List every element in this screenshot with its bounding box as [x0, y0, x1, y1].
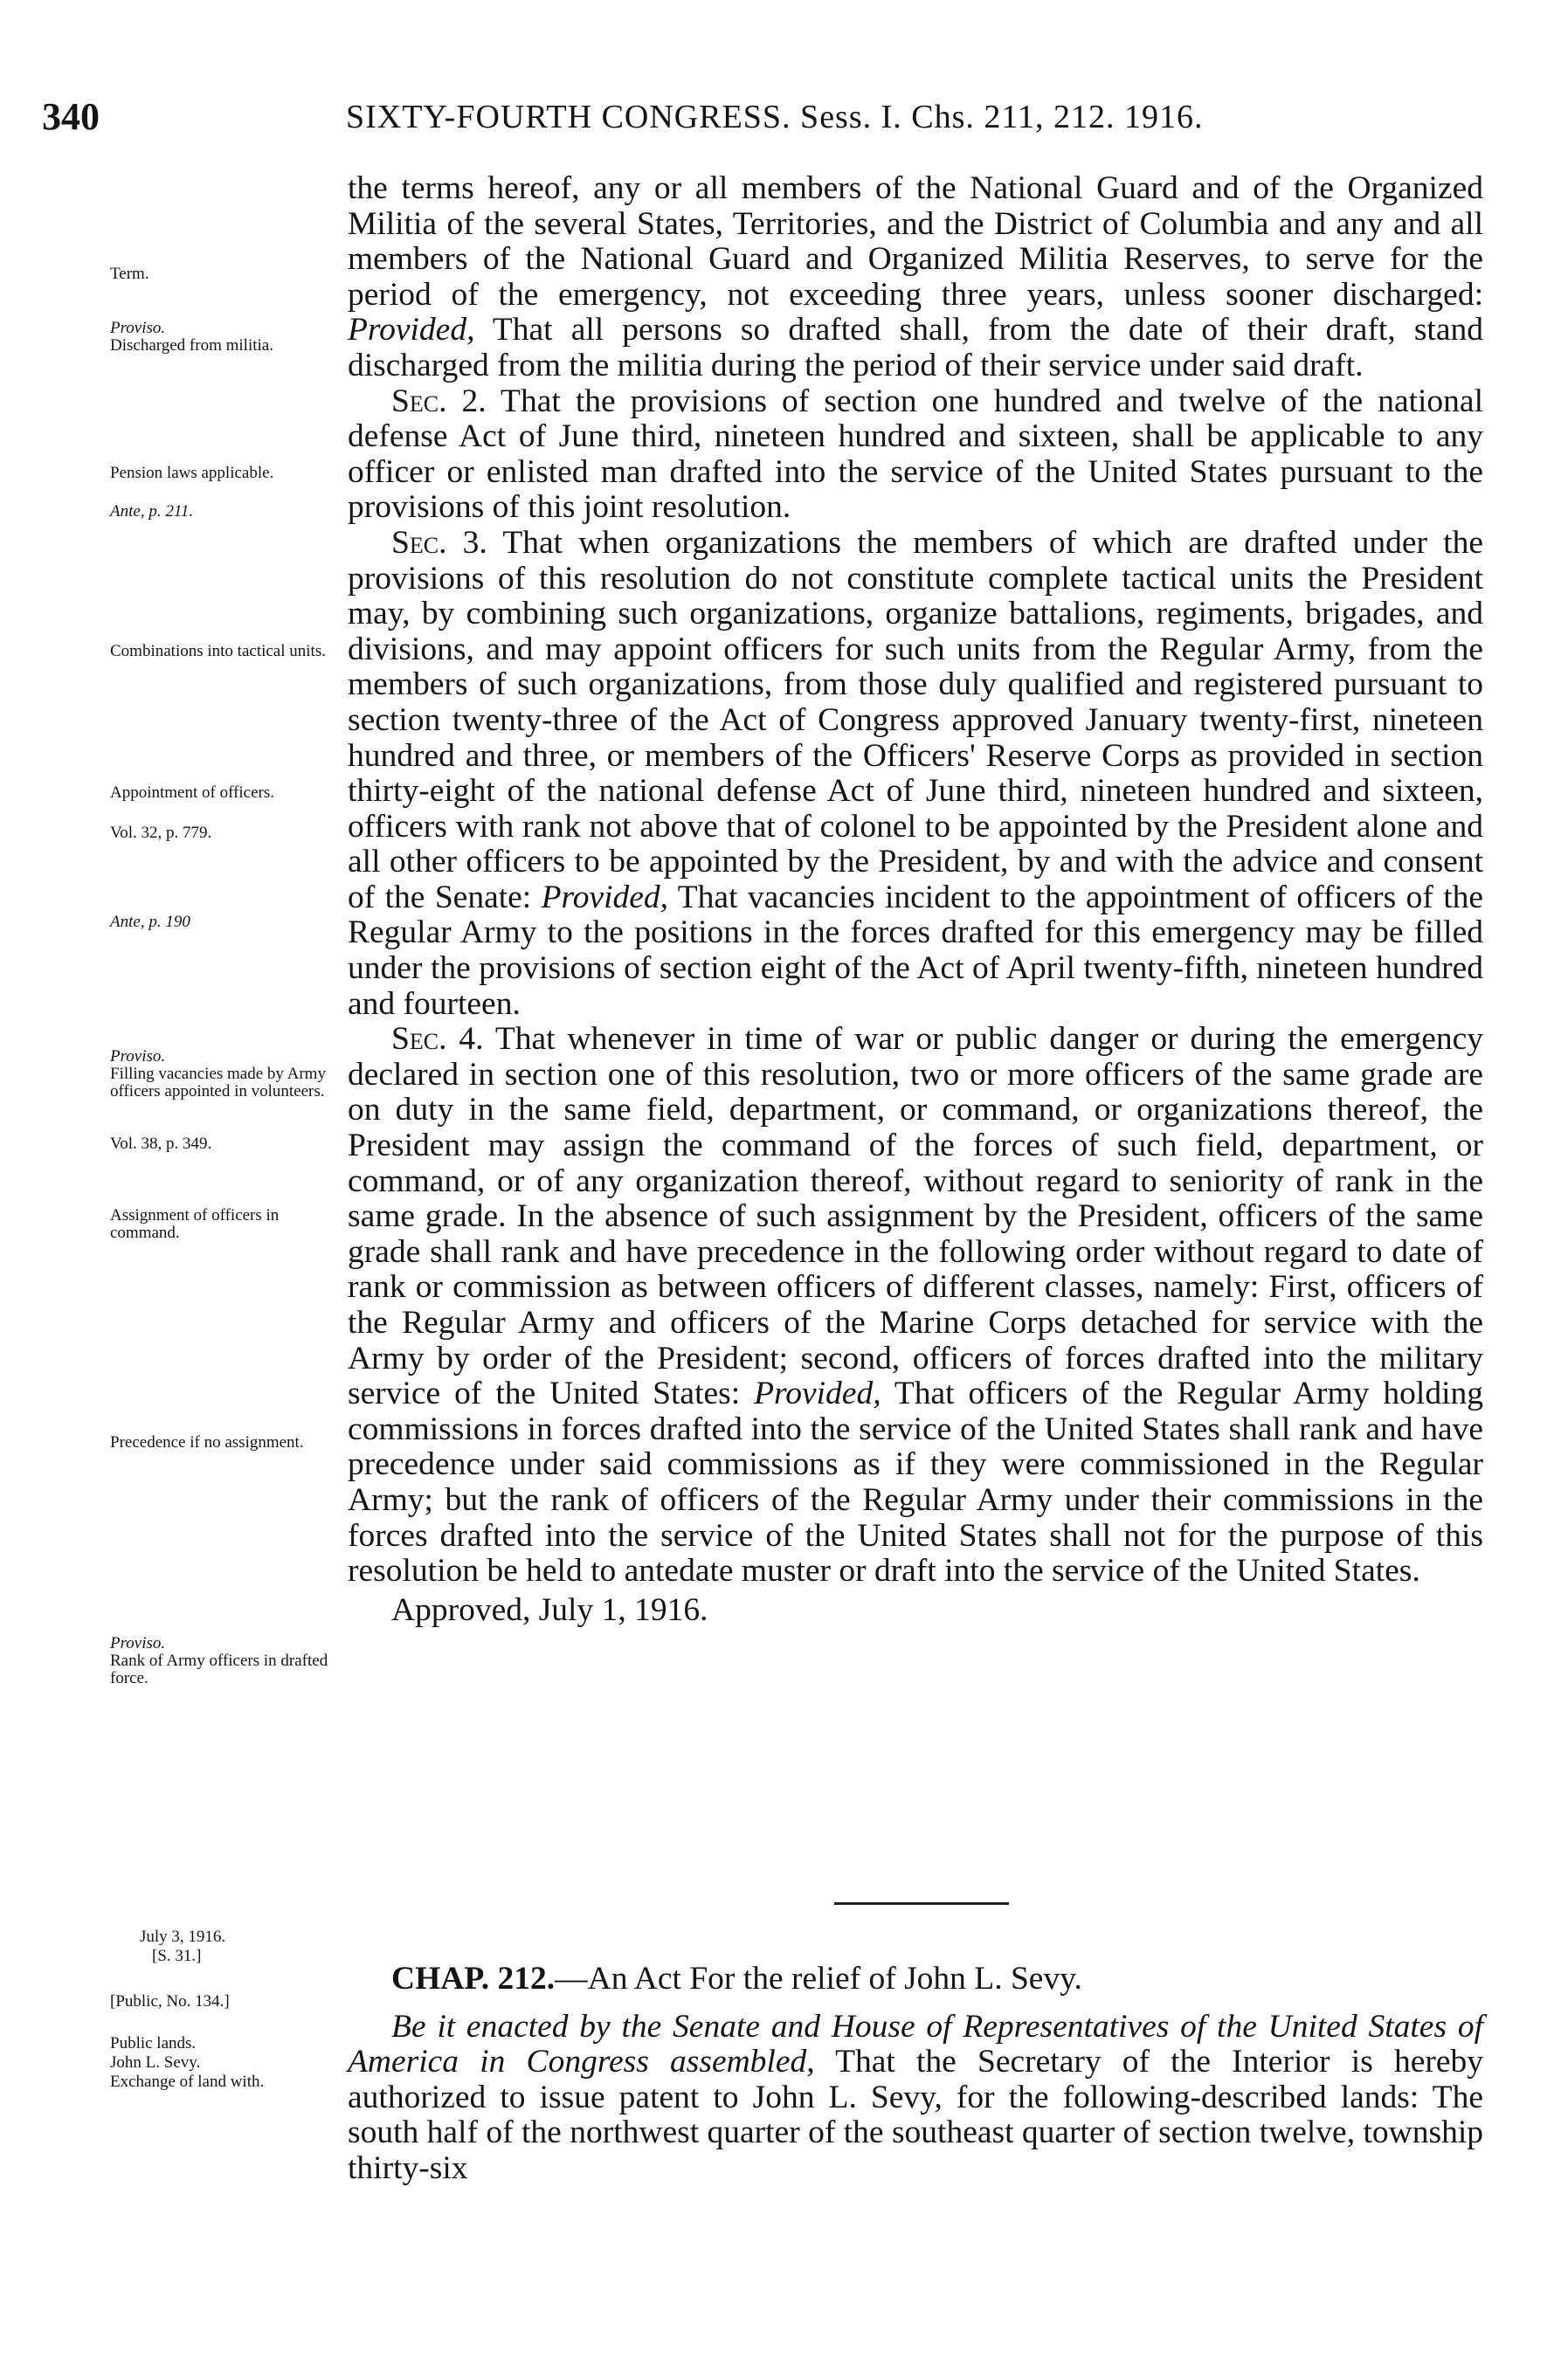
page-number: 340	[42, 95, 100, 138]
margin-note-term: Term.	[110, 265, 149, 283]
sec-4-rest: That officers of the Regular Army holding commissions in forces drafted into the service of the United States shall rank and have precedence under said commissions as if they were commissioned in the Regular Army; but the rank of officers of the Regular Army under their commissions in the forces drafted into the service of the United States shall not for the purpose of this resolution be held to antedate muster or draft into the service of the United States.	[348, 1376, 1483, 1590]
chapter-title: —An Act For the relief of John L. Sevy.	[555, 1961, 1082, 1997]
enacting-clause: Be it enacted by the Senate and House of Representatives of the United States of America in Congress assembled,	[348, 2008, 1483, 2080]
intro-text: the terms hereof, any or all members of the National Guard and of the Organized Militia of the several States, Territories, and the District of Columbia and any and all members of the National Guard and Organized Militia Reserves, to serve for the period of the emergency, not exceeding three years, unless sooner discharged:	[348, 170, 1483, 313]
intro-rest: That all persons so drafted shall, from the date of their draft, stand discharged from the militia during the period of their service under said draft.	[348, 312, 1483, 383]
sec-3-proviso: Provided,	[541, 879, 669, 915]
sec-3-text: That when organizations the members of which are drafted under the provisions of this resolution do not constitute complete tactical units the President may, by combining such organizations, organize battalions, regiments, brigades, and divisions, and may appoint officers for such units from the Regular Army, from the members of such organizations, from those duly qualified and registered pursuant to section twenty-three of the Act of Congress approved January twenty-first, nineteen hundred and three, or members of the Officers' Reserve Corps as provided in section thirty-eight of the national defense Act of June third, nineteen hundred and sixteen, officers with rank not above that of colonel to be appointed by the President alone and all other officers to be appointed by the President, by and with the advice and consent of the Senate:	[348, 524, 1483, 915]
margin-note-proviso-3: Proviso.	[110, 1634, 166, 1652]
margin-note-filling-vacancies: Filling vacancies made by Army officers appointed in volunteers.	[110, 1065, 326, 1100]
margin-note-ante-211: Ante, p. 211.	[110, 502, 194, 521]
margin-note-precedence: Precedence if no assignment.	[110, 1433, 304, 1452]
running-head: SIXTY-FOURTH CONGRESS. Sess. I. Chs. 211, 212. 1916.	[346, 99, 1204, 135]
margin-note-pension-laws: Pension laws applicable.	[110, 464, 274, 482]
sec-4-proviso: Provided,	[754, 1376, 881, 1412]
chapter-body-text: That the Secretary of the Interior is hereby authorized to issue patent to John L. Sevy, for the following-described lands: The south half of the northwest quarter of the southeast quarter of section twelve, township thirty-six	[348, 2044, 1483, 2186]
margin-note-ante-190: Ante, p. 190	[110, 913, 190, 931]
margin-note-vol-38: Vol. 38, p. 349.	[110, 1135, 212, 1153]
margin-note-vol-32: Vol. 32, p. 779.	[110, 824, 212, 842]
paragraph-sec-2	[348, 384, 1483, 526]
margin-note-proviso-2: Proviso.	[110, 1047, 166, 1066]
sec-4-text: That whenever in time of war or public danger or during the emergency declared in section one of this resolution, two or more officers of the same grade are on duty in the same field, department, or command, or organizations thereof, the President may assign the command of the forces of such field, department, or command, or of any organization thereof, without regard to seniority of rank in the same grade. In the absence of such assignment by the President, officers of the same grade shall rank and have precedence in the following order without regard to date of rank or commission as between officers of different classes, namely: First, officers of the Regular Army and officers of the Marine Corps detached for service with the Army by order of the President; second, officers of forces drafted into the military service of the United States:	[348, 1021, 1483, 1412]
sec-2-text: That the provisions of section one hundred and twelve of the national defense Act of June third, nineteen hundred and sixteen, shall be applicable to any officer or enlisted man drafted into the service of the United States pursuant to the provisions of this joint resolution.	[348, 383, 1483, 526]
chapter-body	[348, 2010, 1483, 2187]
chapter-divider	[834, 1902, 1009, 1905]
margin-note-public-law: [Public, No. 134.]	[110, 1992, 230, 2011]
resolution-text	[348, 171, 1483, 1628]
paragraph-intro	[348, 171, 1483, 384]
intro-proviso: Provided,	[348, 312, 475, 348]
margin-note-exchange: Exchange of land with.	[110, 2073, 265, 2091]
margin-note-public-lands: Public lands.	[110, 2034, 197, 2052]
page-header	[38, 94, 1480, 147]
margin-note-combinations: Combinations into tactical units.	[110, 642, 326, 660]
sec-3-label: Sec. 3.	[391, 524, 487, 561]
paragraph-sec-3	[348, 526, 1483, 1022]
sec-3-rest: That vacancies incident to the appointment of officers of the Regular Army to the positions in the forces drafted for this emergency may be filled under the provisions of section eight of the Act of April twenty-fifth, nineteen hundred and fourteen.	[348, 879, 1484, 1022]
margin-note-rank: Rank of Army officers in drafted force.	[110, 1652, 328, 1687]
margin-note-sevy: John L. Sevy.	[110, 2053, 201, 2072]
margin-note-proviso: Proviso.	[110, 319, 166, 337]
chapter-label: CHAP. 212.	[391, 1961, 556, 1997]
chapter-heading	[348, 1962, 1483, 1997]
approved-line: Approved, July 1, 1916.	[391, 1591, 708, 1628]
margin-note-date: July 3, 1916.	[140, 1928, 226, 1946]
margin-note-appointment: Appointment of officers.	[110, 783, 275, 802]
margin-note-assignment: Assignment of officers in command.	[110, 1206, 280, 1242]
sec-4-label: Sec. 4.	[391, 1021, 484, 1058]
margin-note-bill: [S. 31.]	[152, 1947, 202, 1965]
sec-2-label: Sec. 2.	[391, 383, 487, 419]
chapter-212	[348, 1962, 1483, 2187]
paragraph-sec-4	[348, 1022, 1483, 1590]
margin-note-discharged: Discharged from militia.	[110, 336, 273, 355]
